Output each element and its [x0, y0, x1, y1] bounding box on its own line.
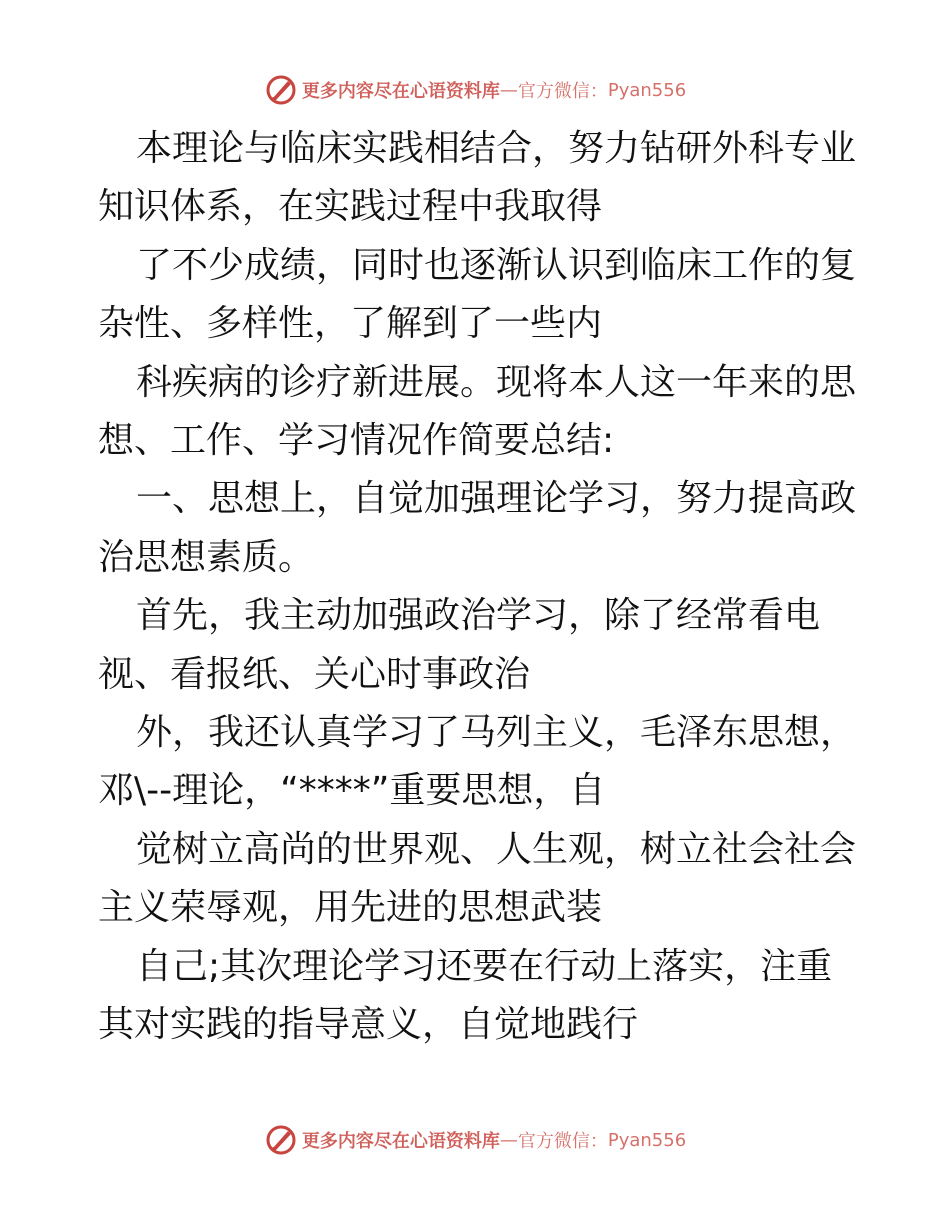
quill-pen-circle-icon	[264, 1123, 298, 1157]
footer-watermark	[0, 1120, 950, 1160]
paragraph-3: 科疾病的诊疗新进展。现将本人这一年来的思想、工作、学习情况作简要总结:	[98, 361, 857, 462]
paragraph-5: 首先，我主动加强政治学习，除了经常看电视、看报纸、关心时事政治	[98, 595, 821, 695]
watermark-site-text: 更多内容尽在心语资料库	[301, 81, 500, 102]
paragraph-1: 本理论与临床实践相结合，努力钻研外科专业知识体系，在实践过程中我取得	[98, 128, 857, 228]
quill-pen-circle-icon	[264, 73, 298, 107]
paragraph-8: 自己;其次理论学习还要在行动上落实，注重其对实践的指导意义，自觉地践行	[98, 945, 833, 1046]
paragraph-4: 一、思想上，自觉加强理论学习，努力提高政治思想素质。	[98, 478, 857, 578]
document-body	[98, 120, 858, 1055]
watermark-official-label: 官方微信：	[517, 81, 608, 102]
paragraph-6: 外，我还认真学习了马列主义，毛泽东思想，邓\--理论，“****”重要思想，自	[98, 712, 857, 812]
watermark-dash: —	[499, 79, 518, 101]
watermark-site-text: 更多内容尽在心语资料库	[301, 1131, 500, 1152]
watermark-dash: —	[499, 1129, 518, 1151]
header-watermark	[0, 70, 950, 110]
watermark-wechat-id: Pyan556	[607, 1129, 687, 1151]
paragraph-2: 了不少成绩，同时也逐渐认识到临床工作的复杂性、多样性，了解到了一些内	[98, 244, 857, 345]
watermark-official-label: 官方微信：	[517, 1131, 608, 1152]
paragraph-7: 觉树立高尚的世界观、人生观，树立社会社会主义荣辱观，用先进的思想武装	[98, 828, 857, 929]
watermark-wechat-id: Pyan556	[607, 79, 687, 101]
